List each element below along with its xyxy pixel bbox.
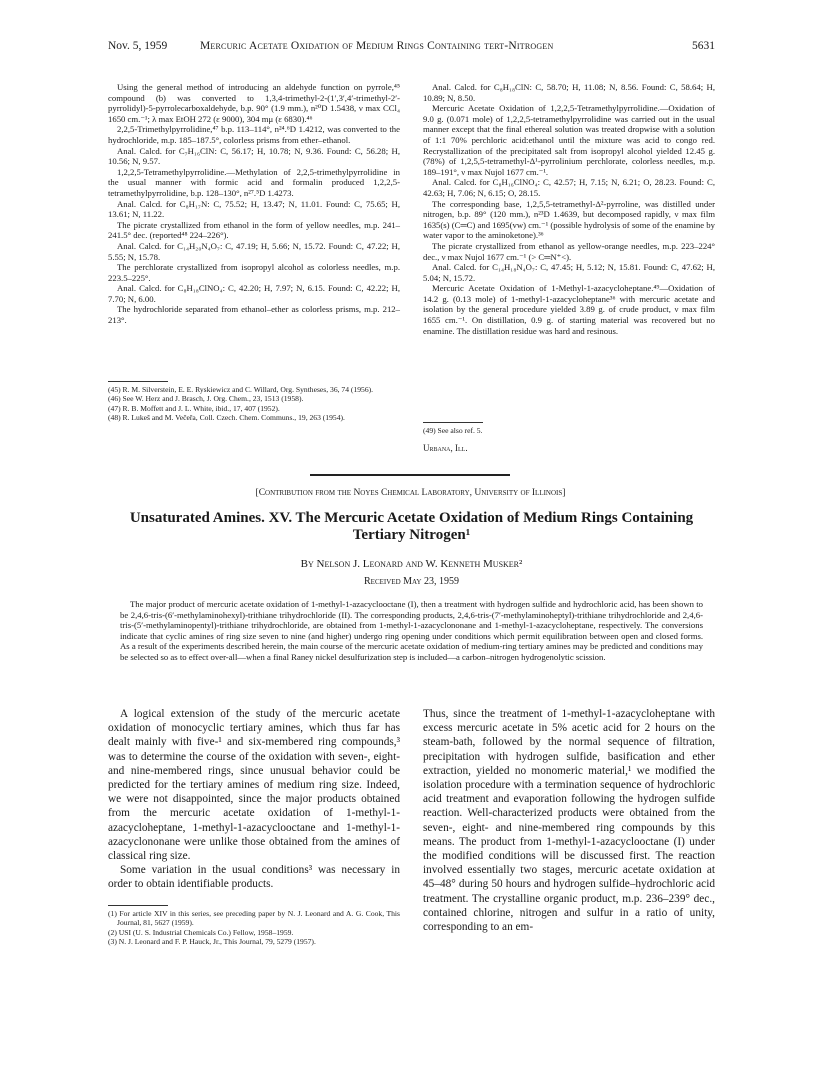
footnote: (45) R. M. Silverstein, E. E. Ryskiewicz and C. Willard, Org. Syntheses, 36, 74 (1956).	[108, 385, 374, 394]
abstract: The major product of mercuric acetate oxidation of 1-methyl-1-azacyclooctane (I), then a treatment with hydrogen sulfide and hydrochloric acid, has been shown to be 2,4,6-tris-(6′-methylaminohexyl)-trithiane trihydrochloride (II). The corresponding products, 2,4,6-tris-(7′-methylaminoheptyl)-trithiane trihydrochloride and 2,4,6-tris-(5′-methylaminopentyl)-trithiane trihydrochloride, are obtained from 1-methyl-1-azacyclononane and 1-methyl-1-azacycloheptane, respectively. The conversions indicate that cyclic amines of ring size seven to nine (and higher) undergo ring opening under conditions which permit equilibration between open and closed forms. As a result of the experiments described herein, the main course of the mercuric acetate oxidation of medium-ring tertiary amines may be predicted and conditions may be selected so as to effect over-all—when a final Raney nickel desulfurization step is included—a carbon–nitrogen hydrogenolytic scission.	[120, 599, 703, 662]
address: Urbana, Ill.	[423, 443, 468, 453]
paragraph: 1,2,2,5-Tetramethylpyrrolidine.—Methylation of 2,2,5-trimethylpyrrolidine in the usual manner with formic acid and formalin produced 1,2,2,5-tetramethylpyrrolidine, b.p. 128–130°, n²⁷.⁵D 1.4273.	[108, 166, 400, 198]
paragraph: Anal. Calcd. for C₈H₁₆ClNO₄: C, 42.57; H, 7.15; N, 6.21; O, 28.23. Found: C, 42.63; H, 7.06; N, 6.15; O, 28.15.	[423, 177, 715, 198]
left-footnotes	[108, 385, 400, 423]
paragraph: Anal. Calcd. for C₁₄H₁₈N₄O₇: C, 47.45; H, 5.12; N, 15.81. Found: C, 47.62; H, 5.04; N, 15.72.	[423, 262, 715, 283]
footnote-rule	[423, 422, 483, 423]
paragraph: Some variation in the usual conditions³ was necessary in order to obtain identifiable products.	[108, 864, 400, 891]
paragraph: Thus, since the treatment of 1-methyl-1-azacycloheptane with excess mercuric acetate in 5% acetic acid for 2 hours on the steam-bath, followed by the normal sequence of filtration, precipitation with hydrogen sulfide, basification and ether extraction, yielded no monomeric material,¹ we modified the isolation procedure with a termination sequence of hydrochloric acid treatment and evaporation following the hydrogen sulfide reaction. Well-characterized products were obtained from the seven-, eight- and nine-membered ring compounds by this means. The product from 1-methyl-1-azacyclooctane (I) under the modified conditions will be discussed first. The reaction involved essentially two stages, mercuric acetate oxidation at 45–48° during 50 hours and hydrogen sulfide–hydrochloric acid treatment. The crystalline organic product, m.p. 236–239° dec., contained chlorine, nitrogen and sulfur in a ratio of unity, corresponding to an em-	[423, 708, 715, 934]
running-head-title: Mercuric Acetate Oxidation of Medium Rings Containing tert-Nitrogen	[200, 40, 554, 52]
running-head-date: Nov. 5, 1959	[108, 40, 168, 52]
paragraph: The hydrochloride separated from ethanol–ether as colorless prisms, m.p. 212–213°.	[108, 304, 400, 326]
right-column-experimental	[423, 82, 715, 336]
footnote: (2) USI (U. S. Industrial Chemicals Co.) Fellow, 1958–1959.	[108, 927, 294, 937]
paragraph: Anal. Calcd. for C₁₄H₂₀N₄O₇: C, 47.19; H, 5.66; N, 15.72. Found: C, 47.22; H, 5.55; N, 15.78.	[108, 240, 400, 262]
paragraph: A logical extension of the study of the mercuric acetate oxidation of monocyclic tertiary amines, which thus far has dealt mainly with five-¹ and six-membered ring compounds,³ was to determine the course of the oxidation with seven-, eight- and nine-membered rings, since unusual behavior could be predicted for the tertiary amines of medium ring size. Indeed, we were not disappointed, since the major products obtained from the mercuric acetate oxidation of 1-methyl-1-azacycloheptane, 1-methyl-1-azacyclooctane and 1-methyl-1-azacyclononane were unlike those obtained from the amines of classical ring size.	[108, 708, 400, 863]
paragraph: The picrate crystallized from ethanol in the form of yellow needles, m.p. 241–241.5° dec. (reported⁴⁸ 224–226°).	[108, 219, 400, 241]
running-head	[108, 40, 715, 56]
body-left-column	[108, 707, 400, 892]
paragraph: Anal. Calcd. for C₈H₁₈ClN: C, 58.70; H, 11.08; N, 8.56. Found: C, 58.64; H, 10.89; N, 8.50.	[423, 82, 715, 103]
right-footnote	[423, 426, 715, 435]
contribution-line: [Contribution from the Noyes Chemical Laboratory, University of Illinois]	[255, 488, 566, 498]
footnote: (3) N. J. Leonard and F. P. Hauck, Jr., This Journal, 79, 5279 (1957).	[108, 937, 316, 947]
paragraph: Anal. Calcd. for C₈H₁₈ClNO₄: C, 42.20; H, 7.97; N, 6.15. Found: C, 42.22; H, 7.70; N, 6.00.	[108, 283, 400, 304]
footnote: (49) See also ref. 5.	[423, 426, 483, 435]
left-column-experimental	[108, 82, 400, 326]
article-separator	[310, 474, 510, 476]
footnote: (47) R. B. Moffett and J. L. White, ibid., 17, 407 (1952).	[108, 403, 280, 413]
paragraph: 2,2,5-Trimethylpyrrolidine,⁴⁷ b.p. 113–114°, n²⁴.⁶D 1.4212, was converted to the hydrochloride, m.p. 185–187.5°, colorless prisms from ether–ethanol.	[108, 124, 400, 145]
page-number: 5631	[692, 40, 715, 52]
paragraph: The perchlorate crystallized from isopropyl alcohol as colorless needles, m.p. 223.5–225°.	[108, 262, 400, 283]
body-left-footnotes	[108, 909, 400, 947]
paragraph: Mercuric Acetate Oxidation of 1-Methyl-1-azacycloheptane.⁴⁹—Oxidation of 14.2 g. (0.13 mole) of 1-methyl-1-azacycloheptane³⁶ with mercuric acetate and isolation by the general procedure yielded 3.89 g. of crude product, ν max film 1655 cm.⁻¹. On distillation, 0.9 g. of starting material was recovered but no enamine. The distillation residue was hard and resinous.	[423, 283, 715, 336]
footnote: (1) For article XIV in this series, see preceding paper by N. J. Leonard and A. G. Cook, This Journal, 81, 5627 (1959).	[108, 909, 400, 928]
paragraph: Anal. Calcd. for C₈H₁₇N: C, 75.52; H, 13.47; N, 11.01. Found: C, 75.65; H, 13.61; N, 11.22.	[108, 198, 400, 220]
footnote: (48) R. Lukeš and M. Večeřa, Coll. Czech. Chem. Communs., 19, 263 (1954).	[108, 413, 345, 423]
paragraph: The picrate crystallized from ethanol as yellow-orange needles, m.p. 223–224° dec., ν max Nujol 1677 cm.⁻¹ (> C═N⁺<).	[423, 240, 715, 262]
paragraph: The corresponding base, 1,2,5,5-tetramethyl-Δ²-pyrroline, was distilled under nitrogen, b.p. 89° (120 mm.), n²³D 1.4639, but decomposed rapidly, ν max film 1635(s) (C═C) and 1695(vw) cm.⁻¹ (possible hydrolysis of some of the enamine by water vapor to the aminoketone).³⁶	[423, 198, 715, 241]
received-date: Received May 23, 1959	[364, 576, 459, 587]
footnote: (46) See W. Herz and J. Brasch, J. Org. Chem., 23, 1513 (1958).	[108, 394, 304, 404]
authors: By Nelson J. Leonard and W. Kenneth Musker²	[300, 558, 523, 570]
paragraph: Mercuric Acetate Oxidation of 1,2,2,5-Tetramethylpyrrolidine.—Oxidation of 9.0 g. (0.071 mole) of 1,2,2,5-tetramethylpyrrolidine was carried out in the usual manner except that the final ethereal solution was treated dropwise with a solution of 1:1 70% perchloric acid:ethanol until the mixture was acid to congo red. Recrystallization of the precipitated salt from isopropyl alcohol yielded 12.45 g. (78%) of 1,2,5,5-tetramethyl-Δ¹-pyrrolinium perchlorate, colorless needles, m.p. 189–191°, ν max Nujol 1677 cm.⁻¹.	[423, 103, 715, 177]
footnote-rule	[108, 905, 168, 906]
paragraph: Using the general method of introducing an aldehyde function on pyrrole,⁴⁵ compound (b) was converted to 1,3,4-trimethyl-2-(1′,3′,4′-trimethyl-2′-pyrrolidyl)-5-pyrrolecarboxaldehyde, b.p. 90° (1.9 mm.), n²⁰D 1.5438, ν max CCl₄ 1650 cm.⁻¹; λ max EtOH 272 (ε 9000), 304 mμ (ε 6830).⁴⁶	[108, 82, 400, 124]
paragraph: Anal. Calcd. for C₇H₁₆ClN: C, 56.17; H, 10.78; N, 9.36. Found: C, 56.28; H, 10.56; N, 9.57.	[108, 145, 400, 167]
footnote-rule	[108, 381, 168, 382]
article-title: Unsaturated Amines. XV. The Mercuric Acetate Oxidation of Medium Rings Containing Tertiary Nitrogen¹	[129, 510, 694, 543]
body-right-column	[423, 707, 715, 934]
